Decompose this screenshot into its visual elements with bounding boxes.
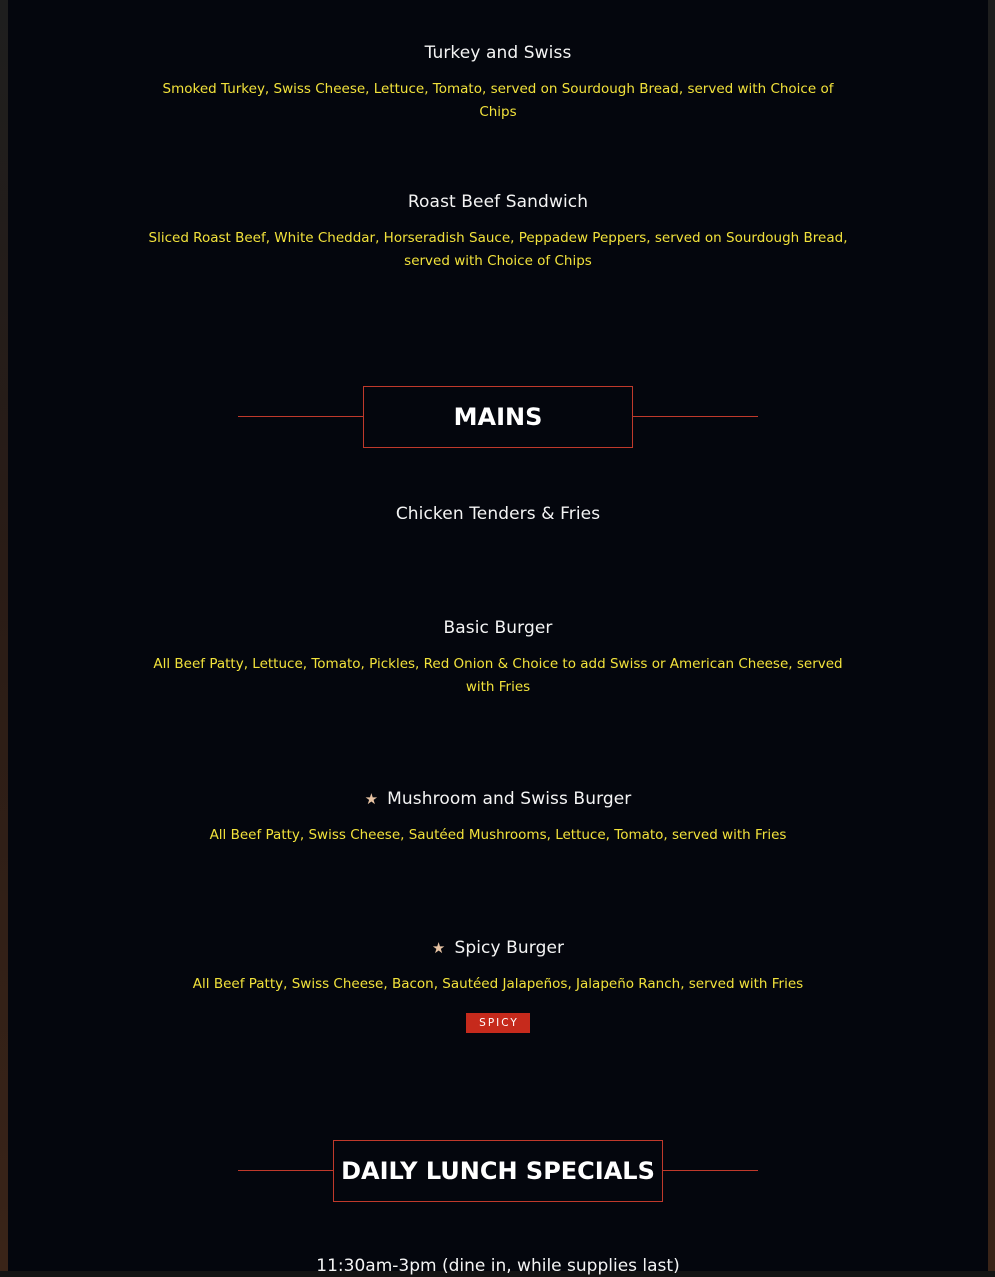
item-name: Spicy Burger (454, 938, 565, 958)
item-description: All Beef Patty, Swiss Cheese, Bacon, Sautéed Jalapeños, Jalapeño Ranch, served with Fries (192, 976, 804, 992)
menu-item-spicy-burger (148, 937, 848, 1033)
section-header-daily-lunch-specials (238, 1140, 758, 1202)
item-name: Roast Beef Sandwich (407, 192, 589, 212)
menu-item-chicken-tenders (148, 503, 848, 525)
item-description: Smoked Turkey, Swiss Cheese, Lettuce, Tomato, served on Sourdough Bread, served with Choice of Chips (162, 81, 834, 120)
page-edge-left (0, 0, 8, 1271)
menu-item-basic-burger (148, 617, 848, 699)
menu-item-turkey-swiss (148, 42, 848, 124)
item-description: All Beef Patty, Swiss Cheese, Sautéed Mushrooms, Lettuce, Tomato, served with Fries (209, 827, 787, 843)
item-name: Chicken Tenders & Fries (395, 504, 601, 524)
item-name: Basic Burger (443, 618, 553, 638)
item-name: Mushroom and Swiss Burger (387, 789, 632, 809)
item-name-row (148, 937, 848, 959)
star-icon: ★ (364, 790, 379, 808)
spicy-badge: SPICY (466, 1013, 530, 1033)
section-title: MAINS (363, 386, 633, 448)
page-edge-right (987, 0, 995, 1271)
menu-panel (8, 0, 988, 1276)
section-header-mains (238, 386, 758, 448)
item-description: Sliced Roast Beef, White Cheddar, Horseradish Sauce, Peppadew Peppers, served on Sourdough Bread, served with Choice of Chips (148, 230, 848, 269)
section-title: DAILY LUNCH SPECIALS (333, 1140, 663, 1202)
star-icon: ★ (431, 939, 446, 957)
menu-item-mushroom-swiss-burger (148, 788, 848, 847)
menu-item-roast-beef (148, 191, 848, 273)
item-name-row (148, 788, 848, 810)
item-name: Turkey and Swiss (424, 43, 572, 63)
item-description: All Beef Patty, Lettuce, Tomato, Pickles, Red Onion & Choice to add Swiss or American Cheese, served with Fries (153, 656, 843, 695)
specials-hours: 11:30am-3pm (dine in, while supplies last) (316, 1256, 680, 1276)
